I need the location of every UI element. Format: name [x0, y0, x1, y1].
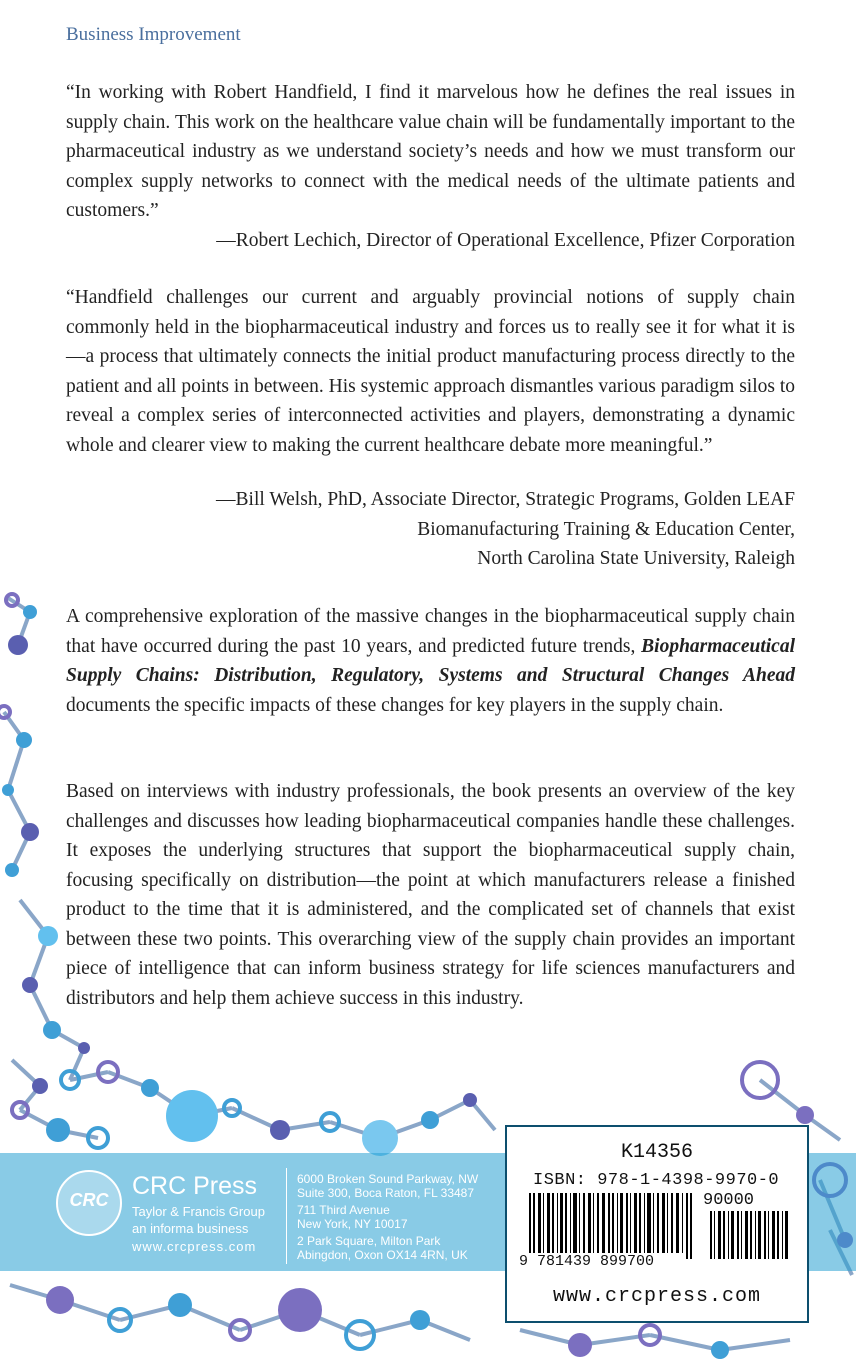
attribution-line: —Bill Welsh, PhD, Associate Director, Strategic Programs, Golden LEAF	[216, 489, 795, 510]
price-barcode	[709, 1211, 789, 1259]
crc-logo-icon	[56, 1170, 122, 1236]
address-line: 2 Park Square, Milton Park	[297, 1234, 441, 1248]
attribution-line: North Carolina State University, Raleigh	[477, 548, 795, 569]
catalog-code: K14356	[620, 1141, 693, 1164]
publisher-address-2	[297, 1203, 408, 1231]
quote-1-attribution	[75, 226, 795, 256]
category-label: Business Improvement	[66, 24, 241, 45]
address-line: 6000 Broken Sound Parkway, NW	[297, 1172, 479, 1186]
barcode-website: www.crcpress.com	[552, 1285, 762, 1308]
attribution-line: —Robert Lechich, Director of Operational Excellence, Pfizer Corporation	[216, 230, 795, 251]
book-title: Biopharmaceutical Supply Chains: Distribution, Regulatory, Systems and Structural Changes Ahead	[66, 635, 795, 686]
quote-1-text: “In working with Robert Handfield, I find it marvelous how he defines the real issues in supply chain. This work on the healthcare value chain will be fundamentally important to the pharmaceutical industry as we understand society’s needs and how we must transform our complex supply networks to connect with the medical needs of the ultimate patients and customers.”	[66, 82, 795, 221]
publisher-informa: an informa business	[132, 1221, 249, 1236]
publisher-divider	[286, 1168, 287, 1264]
price-code: 90000	[703, 1191, 755, 1210]
attribution-line: Biomanufacturing Training & Education Center,	[417, 518, 795, 540]
publisher-address-3	[297, 1234, 468, 1262]
barcode-number: 9 781439 899700	[519, 1253, 655, 1270]
isbn-label: ISBN: 978-1-4398-9970-0	[533, 1171, 780, 1190]
isbn-barcode	[527, 1193, 697, 1259]
quote-2-text: “Handfield challenges our current and arguably provincial notions of supply chain commonly held in the biopharmaceutical industry and forces us to really see it for what it is—a process that ultimately connects the initial product manufacturing process directly to the patient and all points in between. His systemic approach dismantles various paradigm silos to reveal a complex series of interconnected activities and players, demonstrating a dynamic whole and clearer view to making the current healthcare debate more meaningful.”	[66, 287, 795, 456]
crc-logo-text: CRC	[69, 1190, 109, 1210]
publisher-name: CRC Press	[132, 1172, 258, 1200]
description-paragraph-2: Based on interviews with industry professionals, the book presents an overview of the key challenges and discusses how leading biopharmaceutical companies handle these challenges. It exposes the underlying structures that support the biopharmaceutical supply chain, focusing specifically on distribution—the point at which manufacturers release a finished product to the time that it is administered, and the complicated set of channels that exist between these two points. This overarching view of the supply chain provides an important piece of intelligence that can inform business strategy for life sciences manufacturers and distributors and help them achieve success in this industry.	[66, 781, 795, 1009]
description-text: A comprehensive exploration of the massive changes in the biopharmaceutical supply chain that have occurred during the past 10 years, and predicted future trends,	[66, 606, 795, 657]
publisher-address-1	[297, 1172, 478, 1200]
address-line: 711 Third Avenue	[297, 1203, 390, 1217]
address-line: Suite 300, Boca Raton, FL 33487	[297, 1186, 475, 1200]
address-line: Abingdon, Oxon OX14 4RN, UK	[297, 1248, 468, 1262]
quote-2-attribution	[75, 485, 795, 574]
description-paragraph-1	[66, 602, 795, 720]
publisher-website: www.crcpress.com	[132, 1239, 257, 1254]
barcode-box	[505, 1125, 809, 1323]
address-line: New York, NY 10017	[297, 1217, 408, 1231]
description-text: documents the specific impacts of these changes for key players in the supply chain.	[66, 694, 724, 716]
publisher-group: Taylor & Francis Group	[132, 1204, 265, 1219]
